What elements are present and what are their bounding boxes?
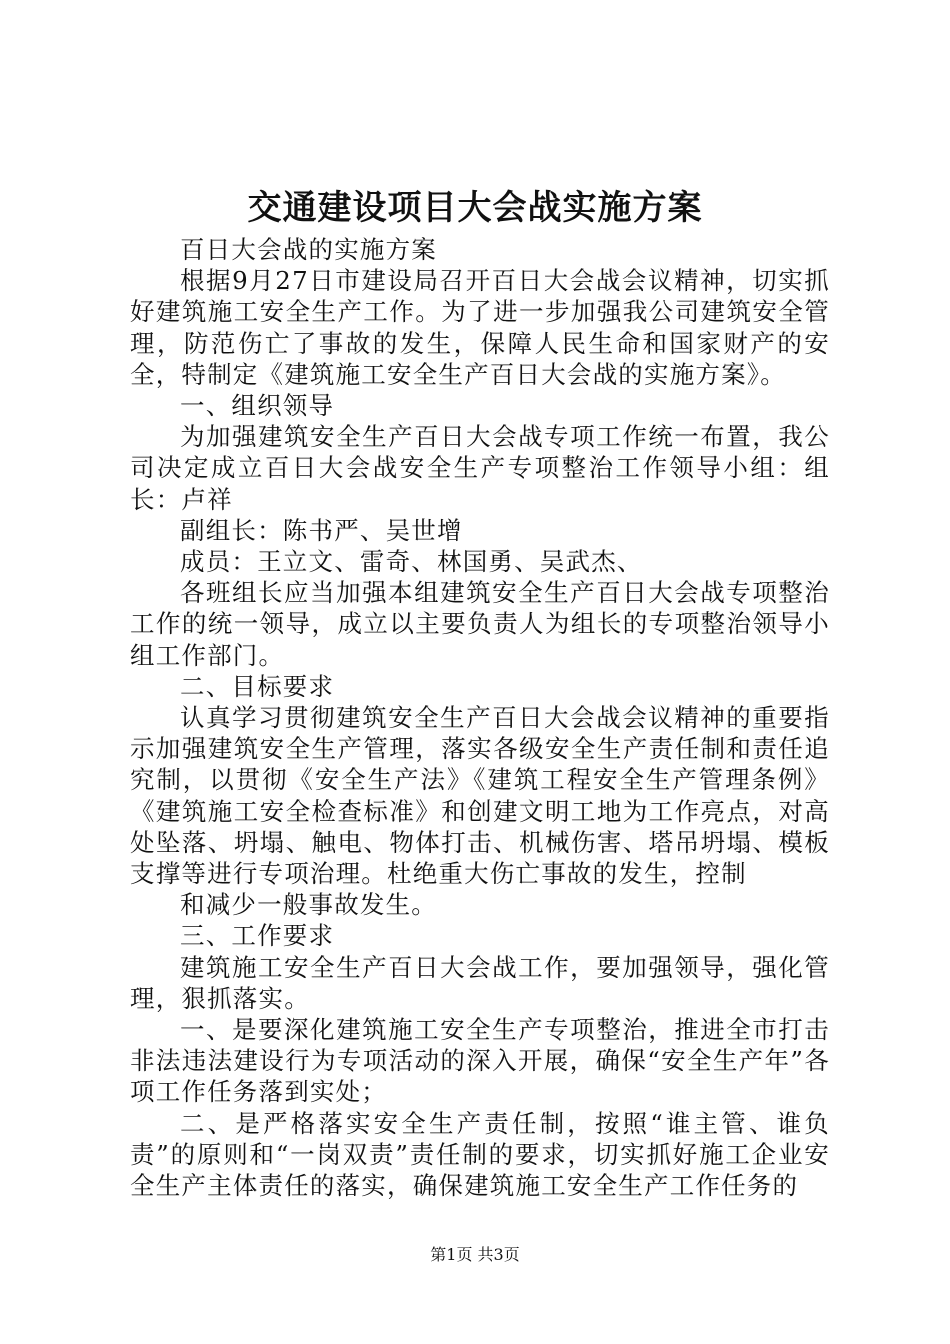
paragraph: 各班组长应当加强本组建筑安全生产百日大会战专项整治工作的统一领导，成立以主要负责人为组长的专项整治领导小组工作部门。	[130, 578, 830, 670]
paragraph: 认真学习贯彻建筑安全生产百日大会战会议精神的重要指示加强建筑安全生产管理，落实各级安全生产责任制和责任追究制，以贯彻《安全生产法》《建筑工程安全生产管理条例》《建筑施工安全检查标准》和创建文明工地为工作亮点，对高处坠落、坍塌、触电、物体打击、机械伤害、塔吊坍塌、模板支撑等进行专项治理。杜绝重大伤亡事故的发生，控制	[130, 703, 830, 889]
paragraph: 成员：王立文、雷奇、林国勇、吴武杰、	[180, 547, 643, 577]
section-heading: 二、目标要求	[180, 671, 335, 701]
document-title: 交通建设项目大会战实施方案	[247, 188, 703, 228]
paragraph: 建筑施工安全生产百日大会战工作，要加强领导，强化管理，狠抓落实。	[130, 952, 830, 1013]
paragraph: 根据9月27日市建设局召开百日大会战会议精神，切实抓好建筑施工安全生产工作。为了进一步加强我公司建筑安全管理，防范伤亡了事故的发生，保障人民生命和国家财产的安全，特制定《建筑施工安全生产百日大会战的实施方案》。	[130, 266, 830, 389]
paragraph: 二、是严格落实安全生产责任制，按照“谁主管、谁负责”的原则和“一岗双责”责任制的要求，切实抓好施工企业安全生产主体责任的落实，确保建筑施工安全生产工作任务的	[130, 1108, 830, 1201]
section-heading: 三、工作要求	[180, 921, 335, 951]
page-number: 第1页 共3页	[430, 1245, 520, 1264]
paragraph: 百日大会战的实施方案	[180, 235, 437, 264]
section-heading: 一、组织领导	[180, 391, 335, 421]
paragraph: 副组长：陈书严、吴世增	[180, 515, 463, 545]
paragraph: 和减少一般事故发生。	[180, 890, 437, 920]
paragraph: 一、是要深化建筑施工安全生产专项整治，推进全市打击非法违法建设行为专项活动的深入开展，确保“安全生产年”各项工作任务落到实处；	[130, 1015, 830, 1107]
paragraph: 为加强建筑安全生产百日大会战专项工作统一布置，我公司决定成立百日大会战安全生产专项整治工作领导小组：组长：卢祥	[130, 422, 830, 514]
document-body	[130, 234, 830, 1201]
